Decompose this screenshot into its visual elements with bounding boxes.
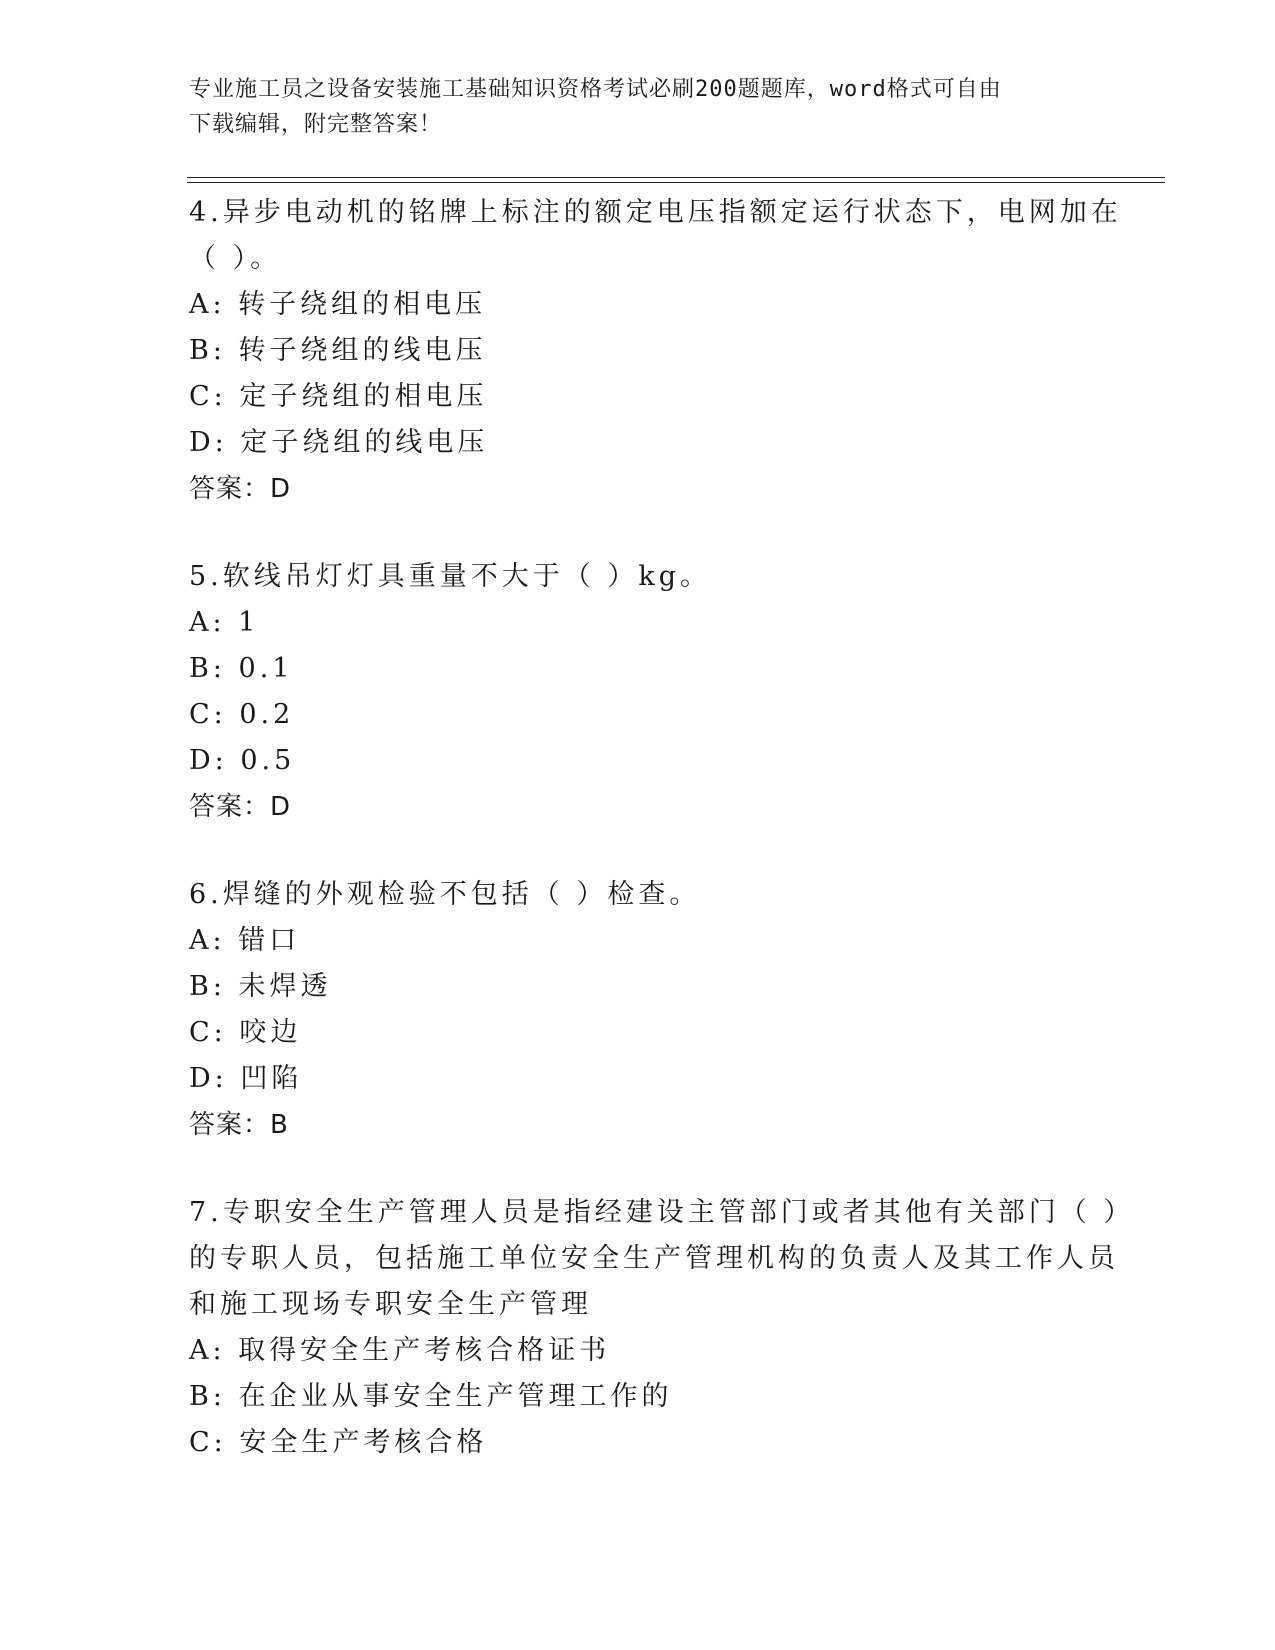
question-stem: 5.软线吊灯灯具重量不大于（ ）kg。 <box>189 561 711 592</box>
option-c: C: 0.2 <box>189 699 295 730</box>
question-7 <box>189 1190 1135 1466</box>
answer-label: 答案：D <box>189 792 292 822</box>
option-d: D: 0.5 <box>189 745 296 776</box>
answer-label: 答案：D <box>189 474 292 504</box>
document-header <box>189 72 1089 142</box>
option-d: D: 定子绕组的线电压 <box>189 427 489 458</box>
question-stem: 的专职人员，包括施工单位安全生产管理机构的负责人及其工作人员 <box>189 1243 1119 1274</box>
header-rule-top <box>187 177 1165 178</box>
question-5 <box>189 554 1089 830</box>
question-stem: 6.焊缝的外观检验不包括（ ）检查。 <box>189 879 701 910</box>
option-b: B: 未焊透 <box>189 971 332 1002</box>
answer-label: 答案：B <box>189 1110 289 1140</box>
question-list <box>189 190 1135 1466</box>
question-stem: 4.异步电动机的铭牌上标注的额定电压指额定运行状态下，电网加在 <box>189 197 1122 228</box>
option-b: B: 转子绕组的线电压 <box>189 335 487 366</box>
option-b: B: 0.1 <box>189 653 294 684</box>
option-c: C: 安全生产考核合格 <box>189 1427 488 1458</box>
option-a: A: 错口 <box>189 925 301 956</box>
option-d: D: 凹陷 <box>189 1063 303 1094</box>
option-b: B: 在企业从事安全生产管理工作的 <box>189 1381 673 1412</box>
question-6 <box>189 872 1089 1148</box>
question-stem: 和施工现场专职安全生产管理 <box>189 1289 592 1320</box>
header-line-2: 下载编辑，附完整答案！ <box>189 112 443 137</box>
question-stem: （ ）。 <box>189 243 282 274</box>
option-c: C: 咬边 <box>189 1017 302 1048</box>
header-rule-bottom <box>187 182 1165 183</box>
option-a: A: 取得安全生产考核合格证书 <box>189 1335 611 1366</box>
option-c: C: 定子绕组的相电压 <box>189 381 488 412</box>
header-line-1: 专业施工员之设备安装施工基础知识资格考试必刷200题题库，word格式可自由 <box>189 77 1002 102</box>
option-a: A: 1 <box>189 607 260 638</box>
question-stem: 7.专职安全生产管理人员是指经建设主管部门或者其他有关部门（ ） <box>189 1197 1135 1228</box>
question-4 <box>189 190 1122 512</box>
option-a: A: 转子绕组的相电压 <box>189 289 487 320</box>
